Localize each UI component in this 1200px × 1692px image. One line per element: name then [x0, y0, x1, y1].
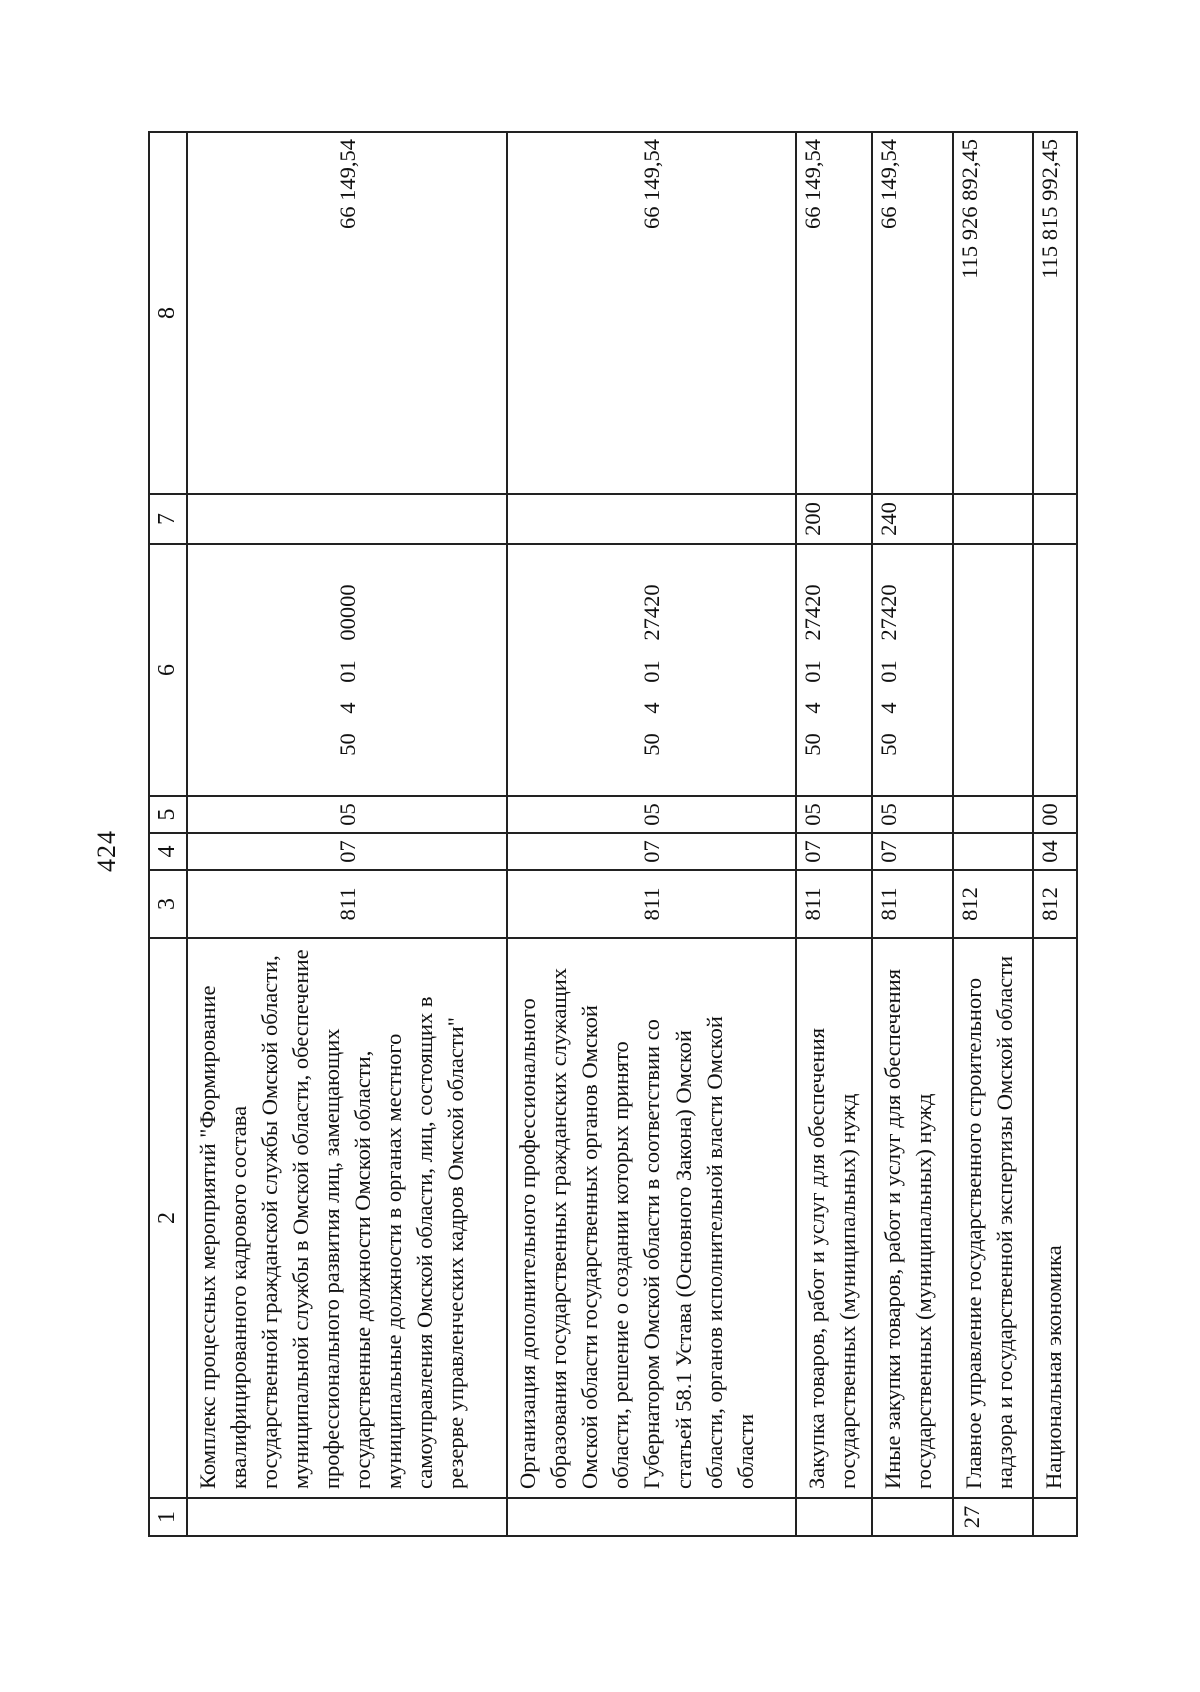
- col-header-3: 3: [149, 870, 187, 938]
- code-section: 07: [872, 833, 953, 870]
- code-expense-type: [187, 494, 507, 544]
- code-section: 04: [1033, 833, 1077, 870]
- col-header-6: 6: [149, 544, 187, 796]
- code-subsection: 05: [796, 796, 872, 833]
- amount: 66 149,54: [187, 132, 507, 494]
- row-number: 27: [953, 1498, 1034, 1536]
- code-target-article: [1033, 544, 1077, 796]
- code-target-article: 50 4 01 27420: [872, 544, 953, 796]
- code-subsection: [953, 796, 1034, 833]
- code-department: 811: [796, 870, 872, 938]
- amount: 66 149,54: [796, 132, 872, 494]
- row-number: [796, 1498, 872, 1536]
- code-expense-type: 200: [796, 494, 872, 544]
- code-section: 07: [507, 833, 795, 870]
- row-name: Закупка товаров, работ и услуг для обеспечения государственных (муниципальных) нужд: [796, 938, 872, 1498]
- table-row: [187, 132, 507, 1536]
- code-department: 811: [872, 870, 953, 938]
- row-name: Национальная экономика: [1033, 938, 1077, 1498]
- row-name: Организация дополнительного профессионального образования государственных гражданских служащих Омской области государственных органов Омской области, решение о создании которых принято Губернатором Омской области в соответствии со статьей 58.1 Устава (Основного Закона) Омской области, органов исполнительной власти Омской области: [507, 938, 795, 1498]
- col-header-4: 4: [149, 833, 187, 870]
- code-target-article: 50 4 01 27420: [796, 544, 872, 796]
- row-number: [507, 1498, 795, 1536]
- code-department: 811: [187, 870, 507, 938]
- header-row: [149, 132, 187, 1536]
- code-department: 812: [1033, 870, 1077, 938]
- table-row: [507, 132, 795, 1536]
- code-subsection: 05: [507, 796, 795, 833]
- code-department: 812: [953, 870, 1034, 938]
- table-row: [953, 132, 1034, 1536]
- code-subsection: 00: [1033, 796, 1077, 833]
- code-subsection: 05: [872, 796, 953, 833]
- code-target-article: 50 4 01 27420: [507, 544, 795, 796]
- amount: 66 149,54: [872, 132, 953, 494]
- table-row: [1033, 132, 1077, 1536]
- row-number: [1033, 1498, 1077, 1536]
- code-department: 811: [507, 870, 795, 938]
- table-row: [796, 132, 872, 1536]
- row-number: [872, 1498, 953, 1536]
- col-header-5: 5: [149, 796, 187, 833]
- col-header-1: 1: [149, 1498, 187, 1536]
- row-name: Иные закупки товаров, работ и услуг для обеспечения государственных (муниципальных) нужд: [872, 938, 953, 1498]
- code-target-article: 50 4 01 00000: [187, 544, 507, 796]
- col-header-7: 7: [149, 494, 187, 544]
- code-expense-type: 240: [872, 494, 953, 544]
- code-section: 07: [187, 833, 507, 870]
- code-section: [953, 833, 1034, 870]
- code-section: 07: [796, 833, 872, 870]
- table-row: [872, 132, 953, 1536]
- budget-table: [148, 131, 1078, 1537]
- amount: 115 815 992,45: [1033, 132, 1077, 494]
- col-header-8: 8: [149, 132, 187, 494]
- code-subsection: 05: [187, 796, 507, 833]
- amount: 66 149,54: [507, 132, 795, 494]
- code-expense-type: [507, 494, 795, 544]
- amount: 115 926 892,45: [953, 132, 1034, 494]
- row-name: Комплекс процессных мероприятий "Формирование квалифицированного кадрового состава государственной гражданской службы Омской области, муниципальной службы в Омской области, обеспечение профессионального развития лиц, замещающих государственные должности Омской области, муниципальные должности в органах местного самоуправления Омской области, лиц, состоящих в резерве управленческих кадров Омской области": [187, 938, 507, 1498]
- row-name: Главное управление государственного строительного надзора и государственной экспертизы Омской области: [953, 938, 1034, 1498]
- code-expense-type: [953, 494, 1034, 544]
- code-target-article: [953, 544, 1034, 796]
- code-expense-type: [1033, 494, 1077, 544]
- col-header-2: 2: [149, 938, 187, 1498]
- row-number: [187, 1498, 507, 1536]
- page-number: 424: [92, 830, 121, 872]
